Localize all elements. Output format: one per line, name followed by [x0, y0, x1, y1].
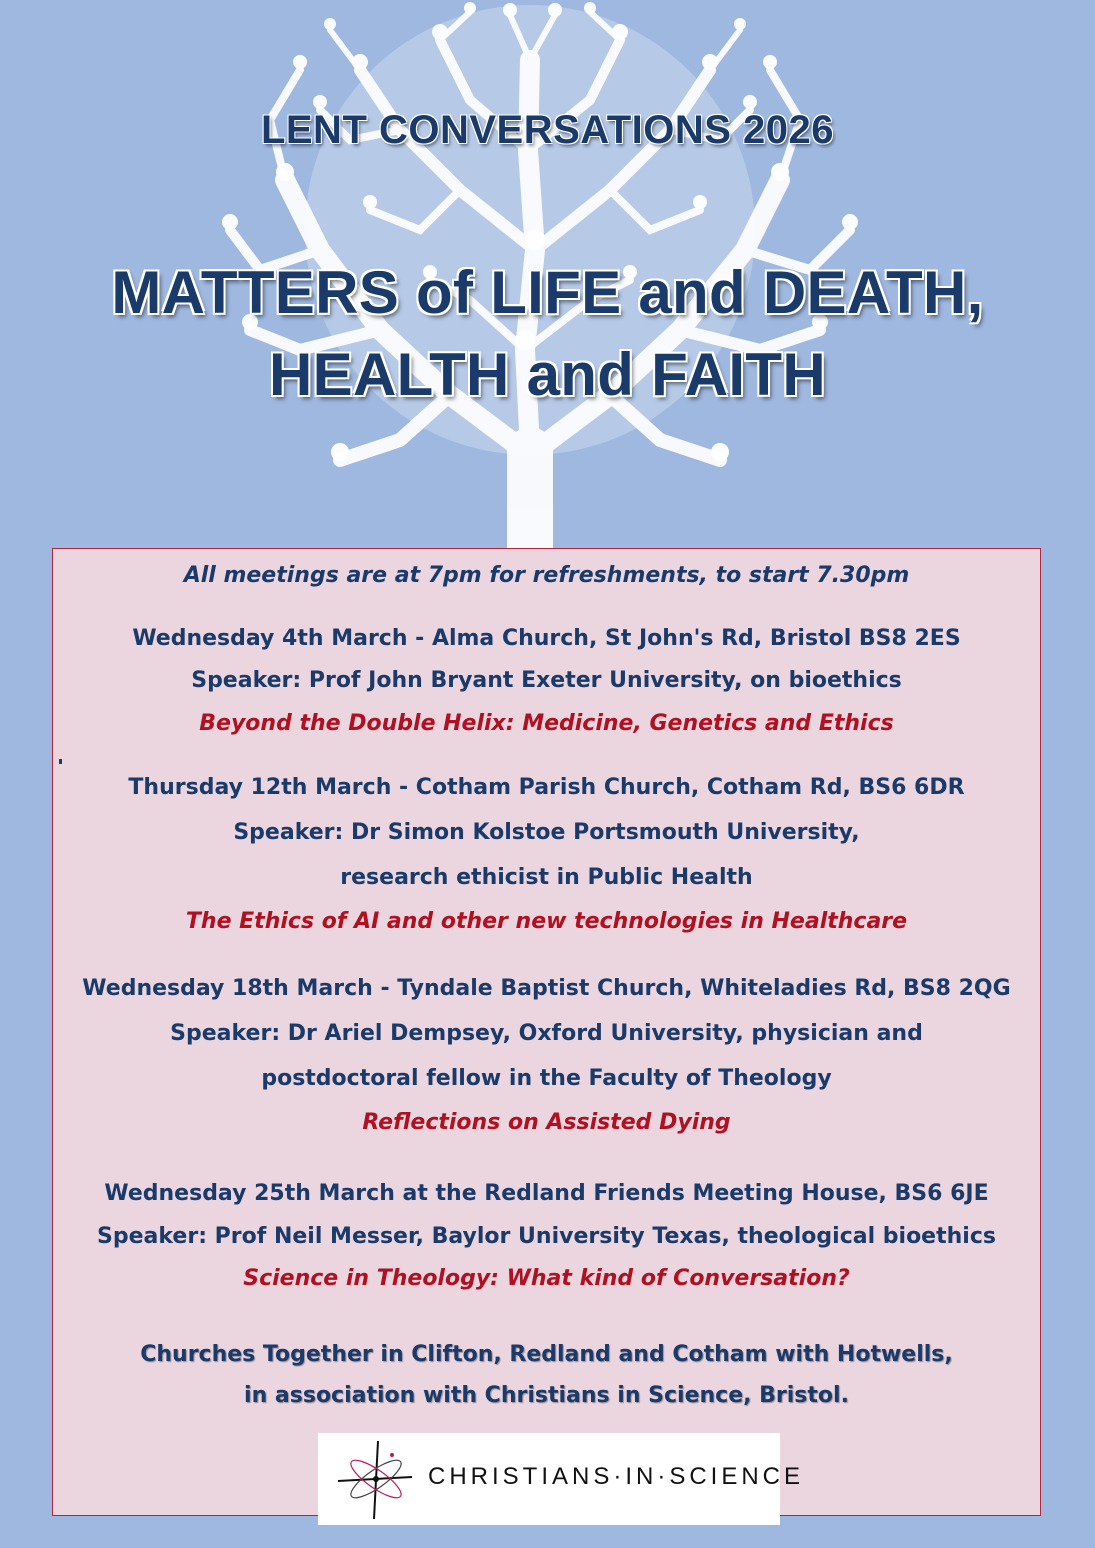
- page-title: [0, 252, 1095, 416]
- event-3-talk-title: Reflections on Assisted Dying: [362, 1110, 731, 1135]
- christians-in-science-logo: [318, 1433, 805, 1525]
- stray-mark: [59, 759, 62, 764]
- organisers-line-2: in association with Christians in Science, Bristol.: [244, 1383, 849, 1408]
- title-line-2: HEALTH and FAITH: [269, 341, 826, 408]
- programme-panel: [52, 548, 1041, 1516]
- event-2-speaker-role: research ethicist in Public Health: [340, 865, 753, 890]
- event-2-speaker: Speaker: Dr Simon Kolstoe Portsmouth University,: [233, 820, 860, 845]
- christians-in-science-emblem-icon: [326, 1433, 416, 1525]
- title-line-1: MATTERS of LIFE and DEATH,: [111, 259, 984, 326]
- event-4-speaker: Speaker: Prof Neil Messer, Baylor University Texas, theological bioethics: [97, 1224, 996, 1249]
- event-3-speaker: Speaker: Dr Ariel Dempsey, Oxford University, physician and: [170, 1021, 923, 1046]
- event-3-speaker-role: postdoctoral fellow in the Faculty of Theology: [261, 1066, 832, 1091]
- event-4-talk-title: Science in Theology: What kind of Conversation?: [243, 1266, 850, 1291]
- event-3-date-venue: Wednesday 18th March - Tyndale Baptist Church, Whiteladies Rd, BS8 2QG: [82, 976, 1011, 1001]
- event-2-talk-title: The Ethics of AI and other new technologies in Healthcare: [185, 909, 908, 934]
- series-heading: LENT CONVERSATIONS 2026: [260, 108, 835, 152]
- event-1-speaker: Speaker: Prof John Bryant Exeter University, on bioethics: [191, 668, 902, 693]
- event-1-talk-title: Beyond the Double Helix: Medicine, Genetics and Ethics: [199, 711, 894, 736]
- event-4-date-venue: Wednesday 25th March at the Redland Friends Meeting House, BS6 6JE: [104, 1181, 989, 1206]
- organisers-line-1: Churches Together in Clifton, Redland and Cotham with Hotwells,: [140, 1342, 953, 1367]
- logo-wordmark: CHRISTIANS·IN·SCIENCE: [428, 1463, 805, 1490]
- event-1-date-venue: Wednesday 4th March - Alma Church, St John's Rd, Bristol BS8 2ES: [132, 626, 961, 651]
- meeting-times-note: All meetings are at 7pm for refreshments, to start 7.30pm: [183, 563, 910, 588]
- event-2-date-venue: Thursday 12th March - Cotham Parish Church, Cotham Rd, BS6 6DR: [128, 775, 965, 800]
